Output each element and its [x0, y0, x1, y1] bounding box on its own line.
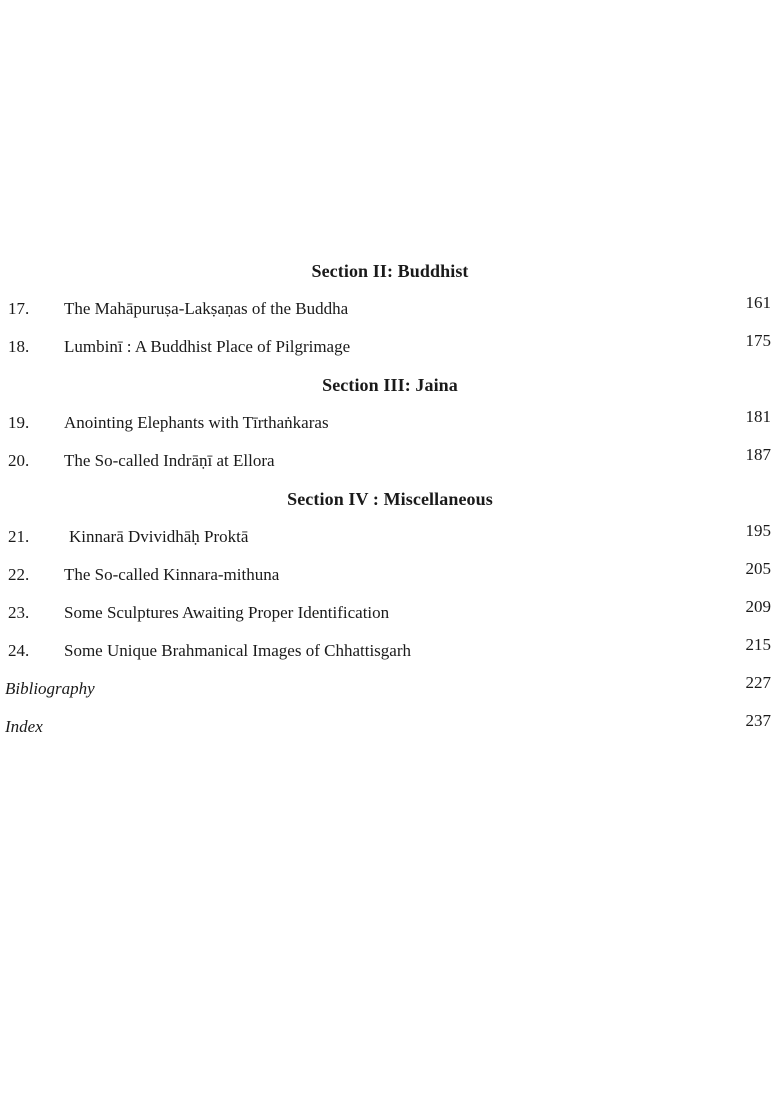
section-heading-buddhist: Section II: Buddhist [311, 261, 469, 281]
entry-page: 175 [745, 331, 771, 350]
entry-page: 205 [745, 559, 771, 578]
entry-title: Lumbinī : A Buddhist Place of Pilgrimage [64, 337, 351, 356]
toc-entry-23 [0, 594, 780, 632]
entry-title: Anointing Elephants with Tīrthaṅkaras [64, 413, 329, 432]
entry-number: 18. [8, 337, 30, 356]
entry-number: 22. [8, 565, 30, 584]
entry-number: 19. [8, 413, 30, 432]
entry-page: 187 [745, 445, 771, 464]
entry-page: 209 [745, 597, 771, 616]
toc-entry-22 [0, 556, 780, 594]
entry-page: 237 [745, 711, 771, 730]
entry-page: 195 [745, 521, 771, 540]
toc-entry-17 [0, 290, 780, 328]
entry-number: 21. [8, 527, 30, 546]
entry-page: 161 [745, 293, 771, 312]
entry-title: The Mahāpuruṣa-Lakṣaṇas of the Buddha [64, 299, 349, 318]
section-heading-miscellaneous: Section IV : Miscellaneous [287, 489, 493, 509]
entry-number: 23. [8, 603, 30, 622]
entry-title: The So-called Kinnara-mithuna [64, 565, 280, 584]
entry-page: 181 [745, 407, 771, 426]
entry-title: Bibliography [5, 679, 95, 698]
toc-entry-index [0, 708, 780, 746]
toc-entry-bibliography [0, 670, 780, 708]
toc-entry-18 [0, 328, 780, 366]
entry-title: Kinnarā Dvividhāḥ Proktā [69, 527, 249, 546]
toc-entry-19 [0, 404, 780, 442]
entry-title: The So-called Indrāṇī at Ellora [64, 451, 275, 470]
entry-number: 24. [8, 641, 30, 660]
entry-title: Some Unique Brahmanical Images of Chhattisgarh [64, 641, 411, 660]
table-of-contents [0, 252, 780, 746]
entry-title: Some Sculptures Awaiting Proper Identification [64, 603, 390, 622]
toc-entry-21 [0, 518, 780, 556]
entry-page: 215 [745, 635, 771, 654]
toc-entry-24 [0, 632, 780, 670]
entry-number: 20. [8, 451, 30, 470]
entry-number: 17. [8, 299, 30, 318]
section-heading-jaina: Section III: Jaina [322, 375, 458, 395]
entry-page: 227 [745, 673, 771, 692]
entry-title: Index [5, 717, 43, 736]
toc-entry-20 [0, 442, 780, 480]
